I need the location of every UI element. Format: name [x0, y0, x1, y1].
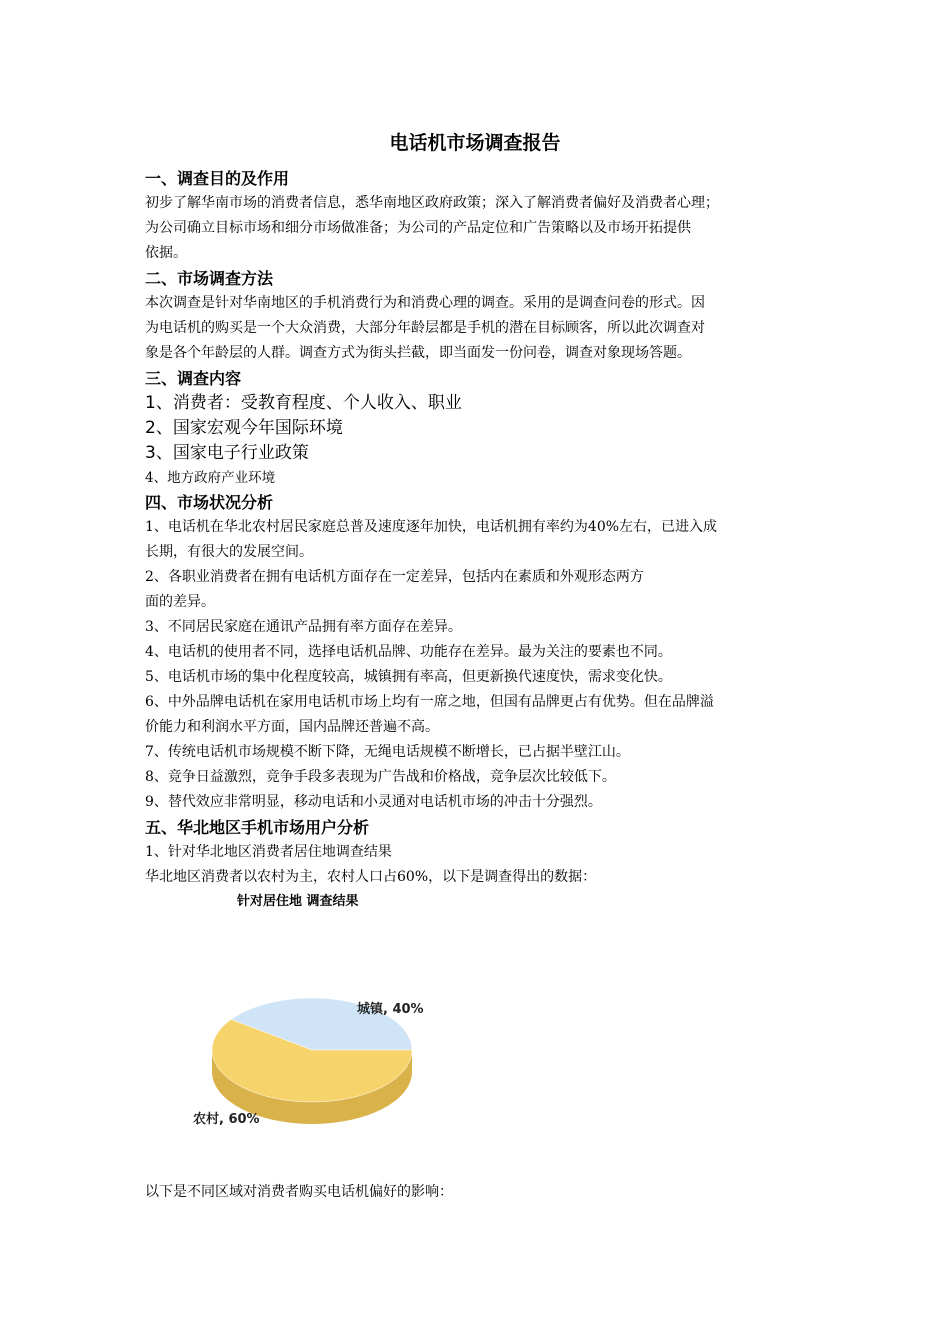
content-item-3: 3、国家电子行业政策 — [145, 443, 309, 463]
pie-svg — [145, 890, 820, 1180]
analysis-line: 9、替代效应非常明显，移动电话和小灵通对电话机市场的冲击十分强烈。 — [145, 794, 602, 810]
analysis-line: 5、电话机市场的集中化程度较高，城镇拥有率高，但更新换代速度快，需求变化快。 — [145, 669, 672, 685]
section-2-line: 为电话机的购买是一个大众消费，大部分年龄层都是手机的潜在目标顾客，所以此次调查对 — [145, 320, 705, 336]
chart-title: 针对居住地 调查结果 — [237, 894, 359, 909]
residence-pie-chart — [145, 890, 820, 1180]
section-5-line: 1、针对华北地区消费者居住地调查结果 — [145, 844, 392, 860]
section-2-line: 本次调查是针对华南地区的手机消费行为和消费心理的调查。采用的是调查问卷的形式。因 — [145, 295, 705, 311]
slice-label-rural: 农村, 60% — [193, 1112, 260, 1127]
analysis-line: 2、各职业消费者在拥有电话机方面存在一定差异，包括内在素质和外观形态两方 — [145, 569, 644, 585]
analysis-line: 1、电话机在华北农村居民家庭总普及速度逐年加快，电话机拥有率约为40%左右，已进入成 — [145, 519, 718, 535]
slice-label-urban: 城镇, 40% — [357, 1002, 424, 1017]
section-2-heading: 二、市场调查方法 — [145, 269, 274, 288]
section-1-line: 初步了解华南市场的消费者信息，悉华南地区政府政策；深入了解消费者偏好及消费者心理； — [145, 195, 719, 211]
analysis-line: 面的差异。 — [145, 594, 215, 610]
section-2-line: 象是各个年龄层的人群。调查方式为街头拦截，即当面发一份问卷，调查对象现场答题。 — [145, 345, 691, 361]
section-5-closing-line: 以下是不同区域对消费者购买电话机偏好的影响： — [145, 1184, 453, 1200]
section-3-heading: 三、调查内容 — [145, 369, 242, 388]
analysis-line: 7、传统电话机市场规模不断下降，无绳电话规模不断增长，已占据半壁江山。 — [145, 744, 630, 760]
section-1-line: 依据。 — [145, 245, 187, 261]
content-item-2: 2、国家宏观今年国际环境 — [145, 418, 343, 438]
section-1-line: 为公司确立目标市场和细分市场做准备；为公司的产品定位和广告策略以及市场开拓提供 — [145, 220, 691, 236]
analysis-line: 价能力和利润水平方面，国内品牌还普遍不高。 — [145, 719, 439, 735]
section-1-heading: 一、调查目的及作用 — [145, 169, 290, 188]
content-item-1: 1、消费者：受教育程度、个人收入、职业 — [145, 393, 462, 413]
analysis-line: 4、电话机的使用者不同，选择电话机品牌、功能存在差异。最为关注的要素也不同。 — [145, 644, 672, 660]
section-5-line: 华北地区消费者以农村为主，农村人口占60%，以下是调查得出的数据： — [145, 869, 597, 885]
analysis-line: 6、中外品牌电话机在家用电话机市场上均有一席之地，但国有品牌更占有优势。但在品牌溢 — [145, 694, 714, 710]
section-5-heading: 五、华北地区手机市场用户分析 — [145, 818, 370, 837]
analysis-line: 3、不同居民家庭在通讯产品拥有率方面存在差异。 — [145, 619, 462, 635]
analysis-line: 8、竞争日益激烈，竞争手段多表现为广告战和价格战，竞争层次比较低下。 — [145, 769, 616, 785]
document-title: 电话机市场调查报告 — [389, 132, 561, 154]
analysis-line: 长期，有很大的发展空间。 — [145, 544, 313, 560]
section-4-heading: 四、市场状况分析 — [145, 493, 274, 512]
document-body — [145, 166, 820, 1205]
content-item-4: 4、地方政府产业环境 — [145, 470, 276, 486]
